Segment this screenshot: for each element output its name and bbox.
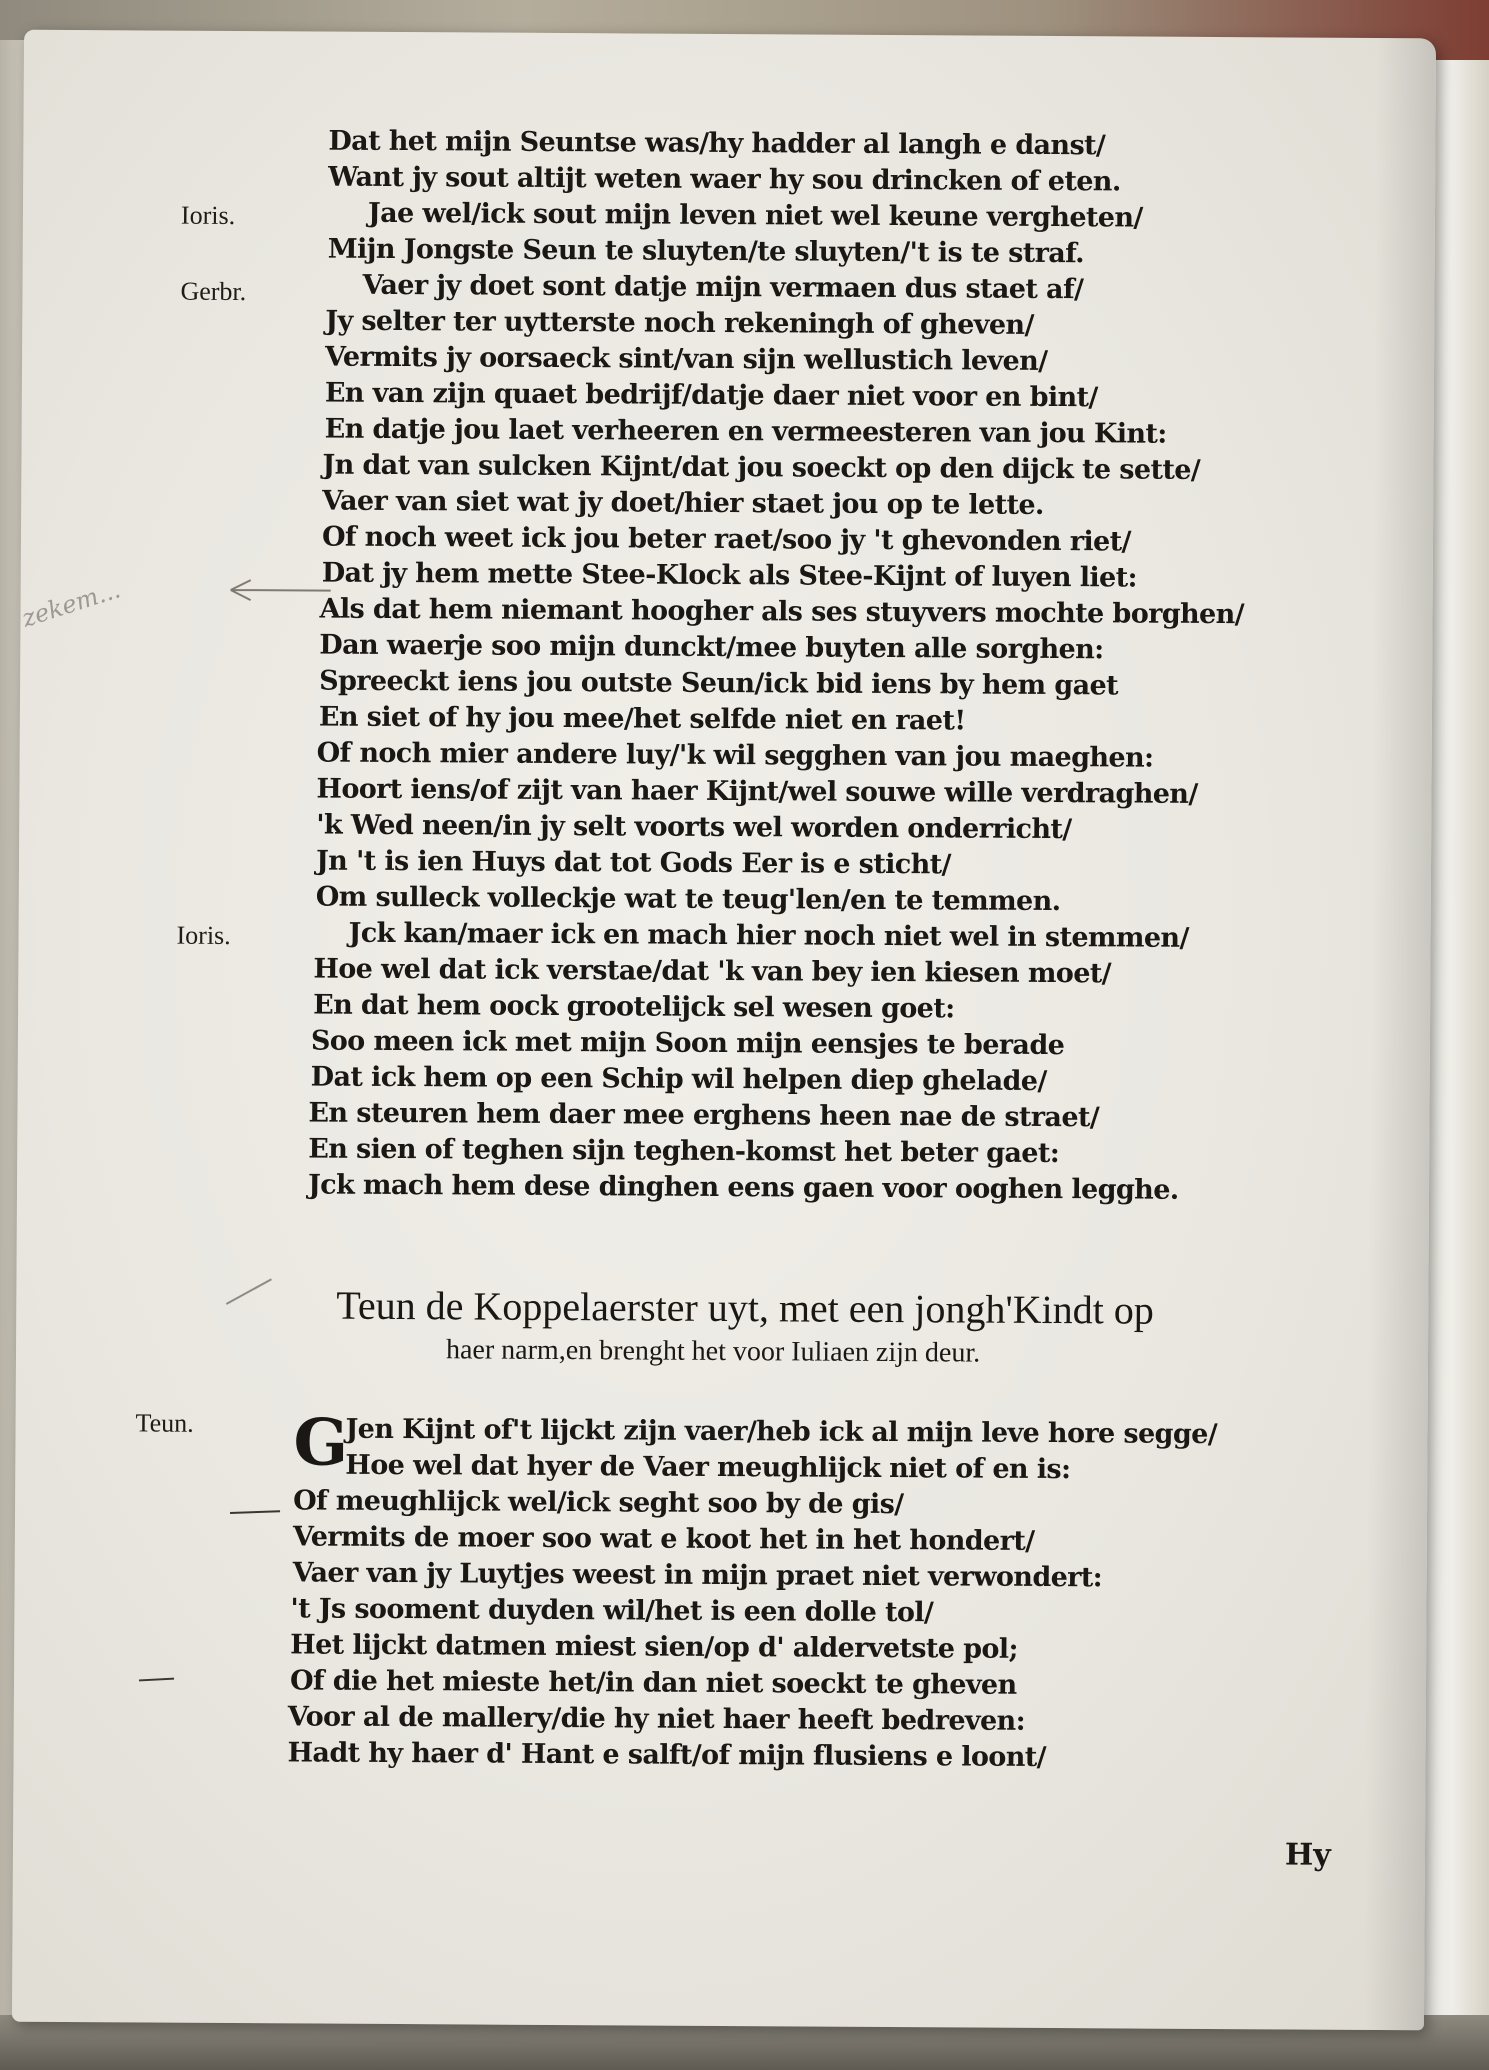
pencil-mark bbox=[134, 1670, 184, 1690]
verse-line: Of die het mieste het/in dan niet soeckt te gheven bbox=[289, 1665, 1017, 1701]
verse-line: Jae wel/ick sout mijn leven niet wel keune vergheten/ bbox=[367, 197, 1143, 234]
verse-line: En van zijn quaet bedrijf/datje daer niet voor en bint/ bbox=[324, 377, 1098, 414]
verse-line: Hoe wel dat ick verstae/dat 'k van bey ien kiesen moet/ bbox=[313, 953, 1112, 990]
drop-cap-initial: G bbox=[293, 1405, 349, 1481]
verse-line: Vermits jy oorsaeck sint/van sijn wellustich leven/ bbox=[325, 341, 1048, 377]
verse-line: Als dat hem niemant hoogher als ses stuyvers mochte borghen/ bbox=[319, 593, 1245, 631]
verse-line: En siet of hy jou mee/het selfde niet en raet! bbox=[318, 701, 966, 737]
catchword: Hy bbox=[1284, 1837, 1331, 1873]
handwritten-margin-note: zekem... bbox=[18, 575, 124, 633]
verse-line: Dan waerje soo mijn dunckt/mee buyten alle sorghen: bbox=[319, 629, 1104, 666]
verse-line: Om sulleck volleckje wat te teug'len/en te temmen. bbox=[315, 881, 1061, 918]
verse-line: Het lijckt datmen miest sien/op d' aldervetste pol; bbox=[290, 1629, 1018, 1665]
verse-line: En steuren hem daer mee erghens heen nae de straet/ bbox=[308, 1097, 1100, 1134]
verse-line: Want jy sout altijt weten waer hy sou drincken of eten. bbox=[328, 161, 1121, 198]
verse-line: Jen Kijnt of't lijckt zijn vaer/heb ick al mijn leve hore segge/ bbox=[345, 1413, 1218, 1451]
verse-line: En dat hem oock grootelijck sel wesen goet: bbox=[313, 989, 955, 1025]
speaker-label: Gerbr. bbox=[180, 276, 247, 307]
pencil-mark bbox=[225, 1503, 285, 1523]
verse-line: Of noch mier andere luy/'k wil segghen van jou maeghen: bbox=[316, 737, 1154, 774]
verse-line: Mijn Jongste Seun te sluyten/te sluyten/'t is te straf. bbox=[327, 233, 1085, 270]
verse-line: En datje jou laet verheeren en vermeesteren van jou Kint: bbox=[324, 413, 1167, 450]
verse-line: Jn dat van sulcken Kijnt/dat jou soeckt op den dijck te sette/ bbox=[322, 449, 1201, 486]
verse-line: Spreeckt iens jou outste Seun/ick bid iens by hem gaet bbox=[319, 665, 1119, 702]
verse-line: Jy selter ter uytterste noch rekeningh of gheven/ bbox=[325, 305, 1034, 341]
verse-line: 'k Wed neen/in jy selt voorts wel worden onderricht/ bbox=[316, 809, 1072, 846]
verse-line: Vaer jy doet sont datje mijn vermaen dus staet af/ bbox=[362, 269, 1084, 306]
verse-line: Dat jy hem mette Stee-Klock als Stee-Kijnt of luyen liet: bbox=[321, 557, 1137, 594]
verse-line: Hoe wel dat hyer de Vaer meughlijck niet of en is: bbox=[345, 1449, 1071, 1486]
verse-line: Hoort iens/of zijt van haer Kijnt/wel souwe wille verdraghen/ bbox=[316, 773, 1198, 810]
verse-line: Jck kan/maer ick en mach hier noch niet wel in stemmen/ bbox=[348, 917, 1189, 954]
verse-line: Vermits de moer soo wat e koot het in het hondert/ bbox=[292, 1521, 1035, 1557]
stage-direction-line: Teun de Koppelaerster uyt, met een jongh'Kindt op bbox=[336, 1282, 1154, 1333]
verse-line: Dat het mijn Seuntse was/hy hadder al langh e danst/ bbox=[328, 125, 1106, 162]
verse-line: Of meughlijck wel/ick seght soo by de gis/ bbox=[293, 1485, 904, 1521]
verse-line: 't Js sooment duyden wil/het is een dolle tol/ bbox=[290, 1593, 934, 1629]
pencil-mark bbox=[221, 1269, 281, 1309]
speaker-label: Teun. bbox=[135, 1408, 194, 1438]
verse-line: Soo meen ick met mijn Soon mijn eensjes te berade bbox=[310, 1025, 1065, 1062]
stage-direction-line: haer narm,en brenght het voor Iuliaen zijn deur. bbox=[445, 1334, 981, 1369]
verse-line: Vaer van jy Luytjes weest in mijn praet niet verwondert: bbox=[292, 1557, 1103, 1594]
speaker-label: Ioris. bbox=[180, 200, 236, 230]
book-page bbox=[12, 30, 1436, 2031]
verse-line: Of noch weet ick jou beter raet/soo jy 't ghevonden riet/ bbox=[321, 521, 1131, 558]
verse-line: En sien of teghen sijn teghen-komst het beter gaet: bbox=[308, 1133, 1060, 1170]
gutter-shadow bbox=[1364, 38, 1436, 2030]
verse-line: Jn 't is ien Huys dat tot Gods Eer is e sticht/ bbox=[315, 845, 951, 881]
verse-line: Dat ick hem op een Schip wil helpen diep ghelade/ bbox=[310, 1061, 1047, 1097]
verse-line: Jck mach hem dese dinghen eens gaen voor ooghen legghe. bbox=[307, 1169, 1179, 1206]
verse-line: Hadt hy haer d' Hant e salft/of mijn flusiens e loont/ bbox=[287, 1737, 1047, 1773]
verse-line: Vaer van siet wat jy doet/hier staet jou op te lette. bbox=[322, 485, 1044, 521]
speaker-label: Ioris. bbox=[176, 920, 231, 950]
verse-line: Voor al de mallery/die hy niet haer heeft bedreven: bbox=[287, 1701, 1026, 1737]
